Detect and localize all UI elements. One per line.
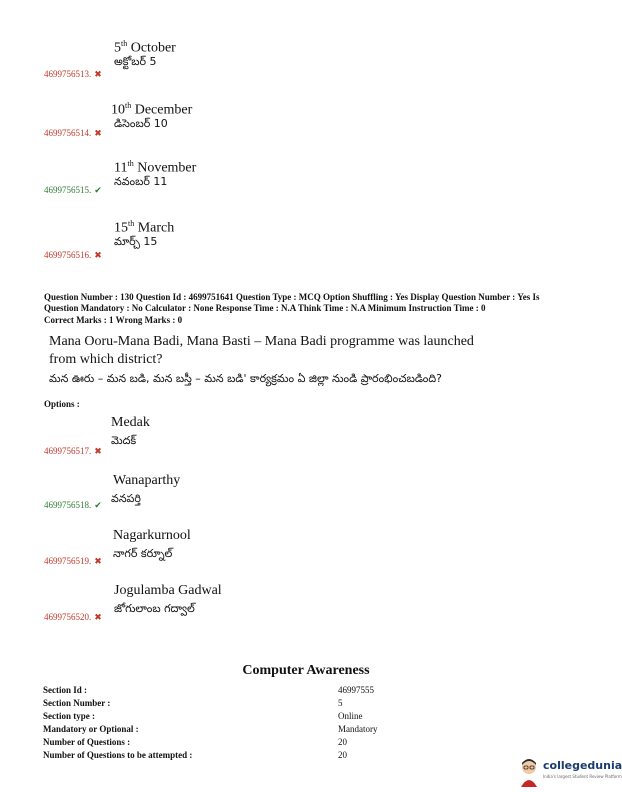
logo-tagline: India's largest Student Review Platform	[543, 774, 622, 779]
option-telugu: జోగులాంబ గద్వాల్	[114, 602, 195, 615]
question-meta: Question Mandatory : No Calculator : None Response Time : N.A Think Time : N.A Minimum Instruction Time : 0	[44, 303, 486, 313]
logo-name: collegedunia	[543, 759, 622, 772]
option-telugu: మెదక్	[111, 434, 137, 447]
option-text: 15th March	[114, 219, 175, 236]
section-row-label: Section Number :	[43, 698, 111, 708]
wrong-icon: ✖	[94, 251, 102, 261]
option-id: 4699756515. ✔	[44, 185, 102, 196]
wrong-icon: ✖	[94, 129, 102, 139]
section-row-value: 5	[338, 698, 343, 708]
section-row-label: Number of Questions to be attempted :	[43, 750, 193, 760]
section-title: Computer Awareness	[242, 663, 370, 678]
option-telugu: అక్టోబర్ 5	[114, 55, 157, 68]
wrong-icon: ✖	[94, 447, 102, 457]
section-row-value: 20	[338, 737, 347, 747]
option-id: 4699756519. ✖	[44, 556, 102, 567]
collegedunia-logo	[517, 757, 622, 789]
section-row-value: 46997555	[338, 685, 374, 695]
question-text: Mana Ooru-Mana Badi, Mana Basti – Mana Badi programme was launched	[49, 334, 474, 349]
option-id: 4699756518. ✔	[44, 500, 102, 511]
options-label: Options :	[44, 399, 80, 409]
question-meta: Question Number : 130 Question Id : 4699751641 Question Type : MCQ Option Shuffling : Yes Display Question Number : Yes Is	[44, 292, 540, 302]
check-icon: ✔	[94, 501, 102, 511]
option-text: 11th November	[114, 159, 197, 176]
option-text: 10th December	[111, 101, 193, 118]
option-telugu: మార్చ్ 15	[114, 235, 158, 248]
section-row-value: Mandatory	[338, 724, 378, 734]
section-row-value: 20	[338, 750, 347, 760]
option-id: 4699756517. ✖	[44, 446, 102, 457]
wrong-icon: ✖	[94, 557, 102, 567]
option-text: Jogulamba Gadwal	[114, 583, 222, 598]
wrong-icon: ✖	[94, 70, 102, 80]
question-text: from which district?	[49, 352, 163, 367]
option-id: 4699756514. ✖	[44, 128, 102, 139]
option-id: 4699756516. ✖	[44, 250, 102, 261]
option-telugu: నవంబర్ 11	[114, 175, 168, 188]
check-icon: ✔	[94, 186, 102, 196]
section-row-label: Section Id :	[43, 685, 88, 695]
section-row-label: Number of Questions :	[43, 737, 131, 747]
option-text: Nagarkurnool	[113, 528, 191, 543]
section-row-label: Section type :	[43, 711, 95, 721]
question-telugu: మన ఊరు – మన బడి, మన బస్తీ – మన బడి' కార్యక్రమం ఏ జిల్లా నుండి ప్రారంభించబడింది?	[49, 372, 442, 385]
section-row-label: Mandatory or Optional :	[43, 724, 139, 734]
section-row-value: Online	[338, 711, 363, 721]
option-text: Medak	[111, 415, 150, 430]
mascot-icon	[517, 757, 541, 787]
option-text: Wanaparthy	[113, 473, 181, 488]
option-telugu: వనపర్తి	[111, 492, 141, 505]
option-telugu: నాగర్ కర్నూల్	[113, 547, 173, 560]
wrong-icon: ✖	[94, 613, 102, 623]
option-text: 5th October	[114, 39, 176, 56]
question-marks: Correct Marks : 1 Wrong Marks : 0	[44, 315, 183, 325]
option-id: 4699756520. ✖	[44, 612, 102, 623]
option-id: 4699756513. ✖	[44, 69, 102, 80]
option-telugu: డిసెంబర్ 10	[114, 117, 168, 130]
